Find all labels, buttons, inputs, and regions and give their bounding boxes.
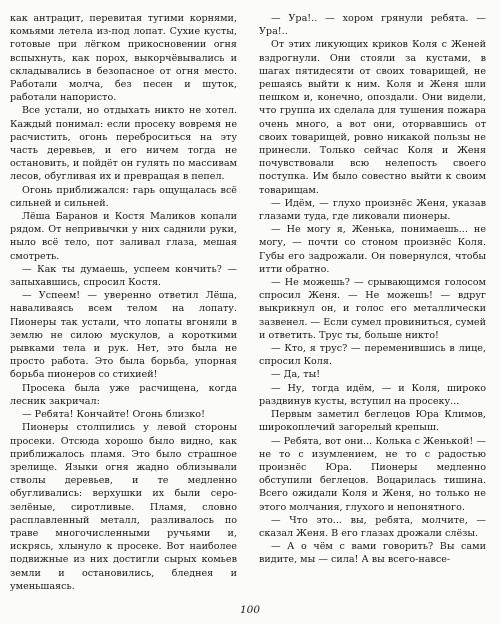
paragraph: Просека была уже расчищена, когда лесник закричал: bbox=[10, 382, 237, 407]
paragraph: — Да, ты! bbox=[271, 369, 321, 381]
paragraph: — Ребята! Кончайте! Огонь близко! bbox=[22, 409, 205, 421]
paragraph: — Ну, тогда идём, — и Коля, широко раздвинув кусты, вступил на просеку... bbox=[259, 382, 486, 407]
paragraph: — Не могу я, Женька, понимаешь... не могу, — почти со стоном произнёс Коля. Губы его задрожали. Он повернулся, чтобы итти обратно. bbox=[259, 224, 486, 275]
paragraph: — Что это... вы, ребята, молчите, — сказал Женя. В его глазах дрожали слёзы. bbox=[259, 514, 486, 539]
paragraph: как антрацит, перевитая тугими корнями, комьями летела из-под лопат. Сухие кусты, готовые при лёгком прикосновении огня вспыхнуть, как порох, выкорчёвывались и складывались в безопасное от огня место. Работали молча, без песен и шуток, работали напористо. bbox=[10, 13, 237, 104]
paragraph: — Успеем! — уверенно ответил Лёша, наваливаясь всем телом на лопату. Пионеры так устали, что лопаты вгоняли в землю не силою мускулов, а короткими рывками тела и рук. Нет, это была не просто работа. Это была борьба, упорная борьба пионеров со стихией! bbox=[10, 290, 237, 381]
paragraph: Первым заметил беглецов Юра Климов, широкоплечий загорелый крепыш. bbox=[259, 409, 486, 434]
paragraph: Лёша Баранов и Костя Маликов копали рядом. От непривычки у них саднили руки, ныло всё тело, пот заливал глаза, мешая смотреть. bbox=[10, 211, 237, 262]
left-column bbox=[10, 12, 237, 593]
paragraph: — Как ты думаешь, успеем кончить? — запыхавшись, спросил Костя. bbox=[10, 263, 237, 289]
paragraph: — Не можешь? — срывающимся голосом спросил Женя. — Не можешь! — вдруг выкрикнул он, и голос его металлически зазвенел. — Если сумел провиниться, сумей и ответить. Трус ты, больше никто! bbox=[259, 277, 486, 341]
paragraph: — Ура!.. — хором грянули ребята. — Ура!.. bbox=[259, 13, 486, 38]
page-number: 100 bbox=[239, 604, 261, 616]
paragraph: — А о чём с вами говорить? Вы сами видите, мы — сила! А вы всего-навсе- bbox=[259, 541, 486, 566]
paragraph: Пионеры столпились у левой стороны просеки. Отсюда хорошо было видно, как приближалось пламя. Это было страшное зрелище. Языки огня жадно облизывали стволы деревьев, и те медленно обугливались: верхушки их были серо-зелёные, сиротливые. Пламя, словно расплавленный металл, разливалось по траве многочисленными ручьями и, искрясь, хлынуло к просеке. Вот наиболее подвижные из них достигли сырых комьев земли и остановились, бледнея и уменьшаясь. bbox=[10, 422, 237, 592]
paragraph: Все устали, но отдыхать никто не хотел. Каждый понимал: если просеку вовремя не расчистить, огонь переброситься на эту часть деревьев, и его ничем тогда не остановить, и пойдёт он гулять по массивам лесов, обугливая их и превращая в пепел. bbox=[10, 105, 237, 183]
paragraph: — Ребята, вот они... Колька с Женькой! — не то с изумлением, не то с радостью произнёс Юра. Пионеры медленно обступили беглецов. Воцарилась тишина. Всего ожидали Коля и Женя, но только не этого молчания, глухого и непонятного. bbox=[259, 435, 486, 513]
paragraph: — Кто, я трус? — переменившись в лице, спросил Коля. bbox=[259, 343, 486, 368]
paragraph: Огонь приближался: гарь ощущалась всё сильней и сильней. bbox=[10, 184, 237, 209]
right-column bbox=[259, 12, 486, 567]
paragraph: — Идём, — глухо произнёс Женя, указав глазами туда, где ликовали пионеры. bbox=[259, 197, 486, 223]
paragraph: От этих ликующих криков Коля с Женей вздрогнули. Они стояли за кустами, в шагах пятидесяти от своих товарищей, не решаясь выйти к ним. Коля и Женя шли пешком и, конечно, опоздали. Они видели, что группа их сделала для тушения пожара очень много, а вот они, оторвавшись от своих товарищей, ровно никакой пользы не принесли. Только сейчас Коля и Женя почувствовали всю нелепость своего поступка. Им было совестно выйти к своим товарищам. bbox=[259, 39, 486, 196]
